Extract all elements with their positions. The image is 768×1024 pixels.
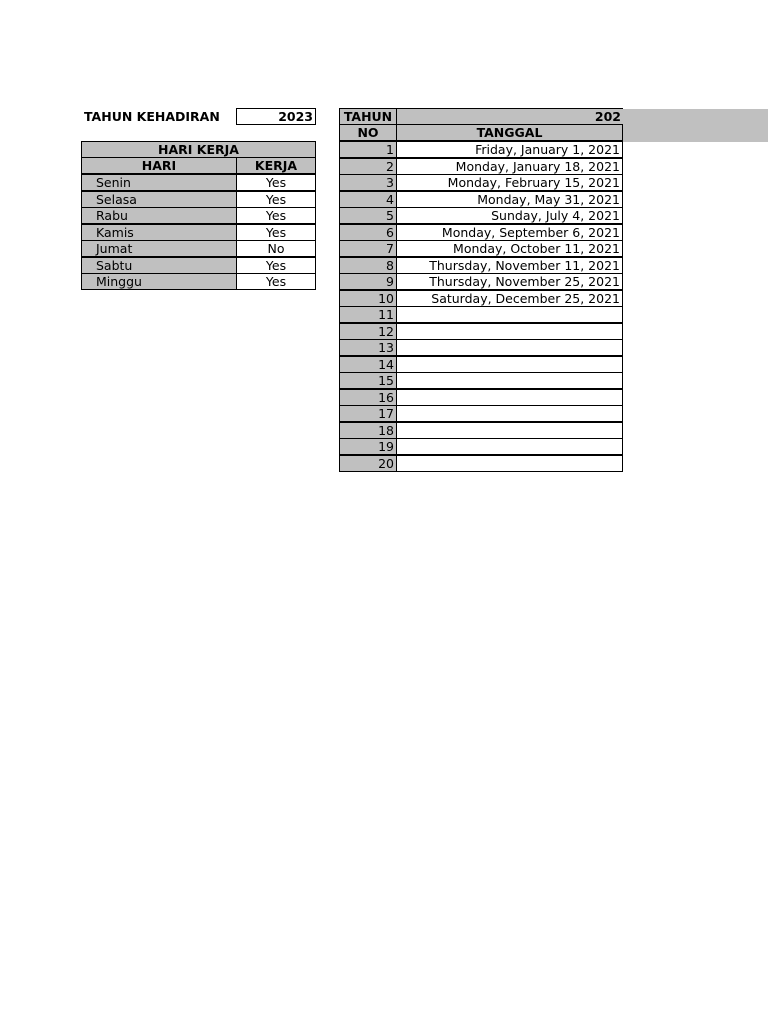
holiday-no: 17 <box>339 405 397 422</box>
holiday-no: 12 <box>339 323 397 340</box>
workday-name[interactable]: Rabu <box>81 207 237 224</box>
holiday-date[interactable]: Monday, February 15, 2021 <box>396 174 623 191</box>
holiday-no: 7 <box>339 240 397 257</box>
workday-flag[interactable]: Yes <box>236 224 316 241</box>
holiday-date[interactable] <box>396 306 623 323</box>
holiday-no: 13 <box>339 339 397 356</box>
holiday-date[interactable]: Saturday, December 25, 2021 <box>396 290 623 307</box>
holiday-date[interactable]: Monday, January 18, 2021 <box>396 158 623 175</box>
attendance-year-cell[interactable]: 2023 <box>236 108 316 125</box>
holiday-date[interactable] <box>396 422 623 439</box>
workday-flag[interactable]: Yes <box>236 207 316 224</box>
holiday-date[interactable]: Monday, September 6, 2021 <box>396 224 623 241</box>
holiday-no: 10 <box>339 290 397 307</box>
gray-overflow-fill <box>623 109 768 142</box>
holiday-no: 16 <box>339 389 397 406</box>
holiday-date[interactable]: Monday, October 11, 2021 <box>396 240 623 257</box>
holiday-date[interactable] <box>396 323 623 340</box>
holiday-no: 14 <box>339 356 397 373</box>
holiday-no: 11 <box>339 306 397 323</box>
workday-flag[interactable]: Yes <box>236 191 316 208</box>
holiday-no: 20 <box>339 455 397 472</box>
holiday-no: 5 <box>339 207 397 224</box>
workday-name[interactable]: Sabtu <box>81 257 237 274</box>
holiday-date[interactable]: Monday, May 31, 2021 <box>396 191 623 208</box>
holiday-date[interactable] <box>396 339 623 356</box>
holiday-date[interactable] <box>396 356 623 373</box>
holiday-no: 9 <box>339 273 397 290</box>
holiday-date[interactable]: Friday, January 1, 2021 <box>396 141 623 158</box>
holiday-no: 6 <box>339 224 397 241</box>
holidays-year-label: TAHUN <box>339 108 397 125</box>
holidays-col-no: NO <box>339 124 397 141</box>
holiday-no: 19 <box>339 438 397 455</box>
holiday-no: 8 <box>339 257 397 274</box>
workdays-col-day: HARI <box>81 157 237 174</box>
holiday-no: 15 <box>339 372 397 389</box>
workday-flag[interactable]: No <box>236 240 316 257</box>
workdays-col-work: KERJA <box>236 157 316 174</box>
workday-name[interactable]: Kamis <box>81 224 237 241</box>
holiday-no: 1 <box>339 141 397 158</box>
workday-flag[interactable]: Yes <box>236 273 316 290</box>
holiday-date[interactable]: Thursday, November 11, 2021 <box>396 257 623 274</box>
holiday-no: 3 <box>339 174 397 191</box>
holiday-date[interactable] <box>396 438 623 455</box>
holiday-date[interactable] <box>396 455 623 472</box>
attendance-year-label: TAHUN KEHADIRAN <box>84 109 220 124</box>
workday-name[interactable]: Jumat <box>81 240 237 257</box>
holiday-date[interactable] <box>396 389 623 406</box>
holidays-col-date: TANGGAL <box>396 124 623 141</box>
holidays-year-value[interactable]: 202 <box>396 108 623 125</box>
workday-name[interactable]: Senin <box>81 174 237 191</box>
holiday-date[interactable]: Thursday, November 25, 2021 <box>396 273 623 290</box>
holiday-no: 4 <box>339 191 397 208</box>
workday-flag[interactable]: Yes <box>236 257 316 274</box>
holiday-date[interactable]: Sunday, July 4, 2021 <box>396 207 623 224</box>
holiday-no: 2 <box>339 158 397 175</box>
holiday-date[interactable] <box>396 372 623 389</box>
workdays-title: HARI KERJA <box>81 141 316 158</box>
workday-name[interactable]: Minggu <box>81 273 237 290</box>
workday-flag[interactable]: Yes <box>236 174 316 191</box>
holiday-date[interactable] <box>396 405 623 422</box>
holiday-no: 18 <box>339 422 397 439</box>
workday-name[interactable]: Selasa <box>81 191 237 208</box>
